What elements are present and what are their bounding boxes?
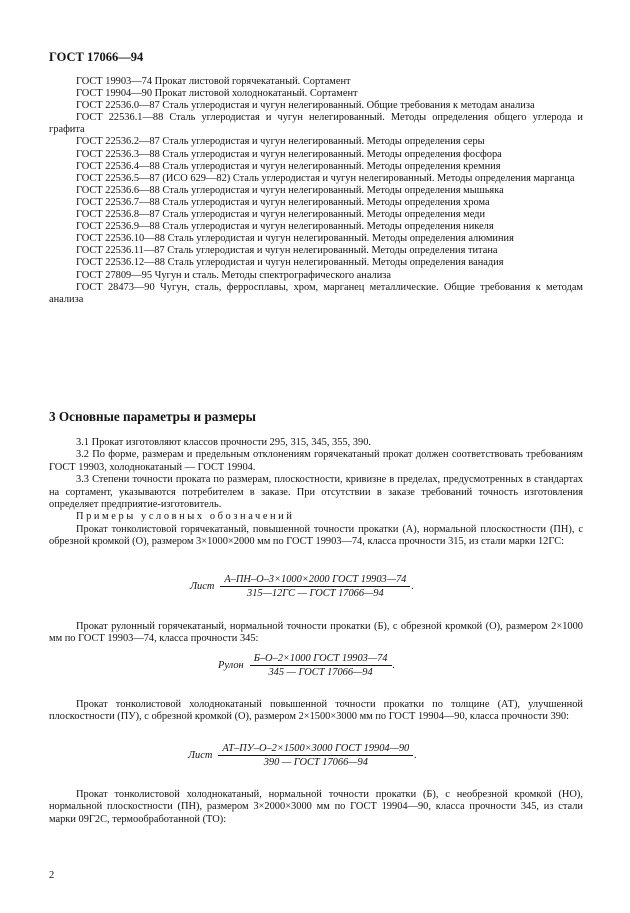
- example-3-text: Прокат тонколистовой холоднокатаный повышенной точности прокатки по толщине (АТ), улучшенной плоскостности (ПУ), с обрезной кромкой (О), размером 2×1500×3000 мм по ГОСТ 19904—90, класса прочности 390:: [49, 699, 583, 723]
- section-body-ex2: [49, 621, 583, 646]
- formula-numerator: Б–О–2×1000 ГОСТ 19903—74: [250, 653, 392, 666]
- formula-denominator: 345 — ГОСТ 17066—94: [268, 667, 373, 678]
- designation-formula-1: Лист $\frac{\text{А–ПН–О–3×1000×2000 ГОСТ 19903—74}}{\text{315—12ГС — ГОСТ 17066—94}}$ .: [190, 574, 414, 599]
- reference-item: ГОСТ 22536.2—87 Сталь углеродистая и чугун нелегированный. Методы определения серы: [76, 136, 485, 148]
- paragraph-3-3: 3.3 Степени точности проката по размерам, плоскостности, кривизне в пределах, предусмотренных в стандартах на сортамент, указываются потребителем в заказе. При отсутствии в заказе требований точность изготовления определяет предприятие-изготовитель.: [49, 474, 583, 511]
- reference-item: ГОСТ 19904—90 Прокат листовой холоднокатаный. Сортамент: [76, 88, 358, 100]
- reference-item: ГОСТ 22536.9—88 Сталь углеродистая и чугун нелегированный. Методы определения никеля: [76, 221, 494, 233]
- reference-item: ГОСТ 19903—74 Прокат листовой горячекатаный. Сортамент: [76, 76, 351, 87]
- formula-lead: Лист: [188, 750, 213, 761]
- reference-item: ГОСТ 22536.0—87 Сталь углеродистая и чугун нелегированный. Общие требования к методам анализа: [76, 100, 535, 112]
- normative-references-list: [49, 76, 583, 306]
- reference-item: ГОСТ 22536.7—88 Сталь углеродистая и чугун нелегированный. Методы определения хрома: [76, 196, 490, 208]
- formula-denominator: 315—12ГС — ГОСТ 17066—94: [247, 588, 384, 599]
- reference-item: ГОСТ 22536.4—88 Сталь углеродистая и чугун нелегированный. Методы определения кремния: [76, 160, 501, 172]
- examples-heading: Примеры условных обозначений: [76, 511, 295, 523]
- formula-lead: Лист: [190, 581, 215, 592]
- formula-denominator: 390 — ГОСТ 17066—94: [263, 757, 368, 768]
- section-body-ex3: [49, 699, 583, 724]
- reference-item: ГОСТ 22536.12—88 Сталь углеродистая и чугун нелегированный. Методы определения ванадия: [76, 257, 504, 269]
- reference-item: ГОСТ 22536.3—88 Сталь углеродистая и чугун нелегированный. Методы определения фосфора: [76, 148, 502, 160]
- section-body-top: [49, 437, 583, 549]
- formula-numerator: А–ПН–О–3×1000×2000 ГОСТ 19903—74: [220, 574, 410, 587]
- reference-item: ГОСТ 27809—95 Чугун и сталь. Методы спектрографического анализа: [76, 269, 391, 281]
- formula-lead: Рулон: [218, 660, 244, 671]
- reference-item: ГОСТ 28473—90 Чугун, сталь, ферросплавы, хром, марганец металлические. Общие требования к методам анализа: [49, 281, 583, 305]
- designation-formula-2: Рулон $\frac{\text{Б–О–2×1000 ГОСТ 19903—74}}{\text{345 — ГОСТ 17066—94}}$ .: [218, 653, 396, 678]
- reference-item: ГОСТ 22536.5—87 (ИСО 629—82) Сталь углеродистая и чугун нелегированный. Методы определения марганца: [76, 172, 575, 184]
- section-body-ex4: [49, 789, 583, 826]
- section-title: 3 Основные параметры и размеры: [49, 409, 256, 424]
- formula-numerator: АТ–ПУ–О–2×1500×3000 ГОСТ 19904—90: [218, 743, 413, 756]
- page-header: ГОСТ 17066—94: [49, 50, 144, 64]
- page-number: 2: [49, 870, 55, 881]
- reference-item: ГОСТ 22536.1—88 Сталь углеродистая и чугун нелегированный. Методы определения общего углерода и графита: [49, 112, 583, 136]
- example-2-text: Прокат рулонный горячекатаный, нормальной точности прокатки (Б), с обрезной кромкой (О), размером 2×1000 мм по ГОСТ 19903—74, класса прочности 345:: [49, 621, 583, 645]
- reference-item: ГОСТ 22536.8—87 Сталь углеродистая и чугун нелегированный. Методы определения меди: [76, 209, 486, 221]
- reference-item: ГОСТ 22536.6—88 Сталь углеродистая и чугун нелегированный. Методы определения мышьяка: [76, 184, 504, 196]
- paragraph-3-2: 3.2 По форме, размерам и предельным отклонениям горячекатаный прокат должен соответствовать требованиям ГОСТ 19903, холоднокатаный — ГОСТ 19904.: [49, 449, 583, 473]
- designation-formula-3: Лист $\frac{\text{АТ–ПУ–О–2×1500×3000 ГОСТ 19904—90}}{\text{390 — ГОСТ 17066—94}}$ .: [188, 743, 417, 768]
- reference-item: ГОСТ 22536.11—87 Сталь углеродистая и чугун нелегированный. Методы определения титана: [76, 245, 498, 257]
- paragraph-3-1: 3.1 Прокат изготовляют классов прочности 295, 315, 345, 355, 390.: [76, 437, 371, 448]
- example-1-text: Прокат тонколистовой горячекатаный, повышенной точности прокатки (А), нормальной плоскостности (ПН), с обрезной кромкой (О), размером 3×1000×2000 мм по ГОСТ 19903—74, класса прочности 315, из стали марки 12ГС:: [49, 523, 583, 548]
- example-4-text: Прокат тонколистовой холоднокатаный, нормальной точности прокатки (Б), с необрезной кромкой (НО), нормальной плоскостности (ПН), размером 3×2000×3000 мм по ГОСТ 19904—90, класса прочности 345, из стали марки 09Г2С, термообработанной (ТО):: [49, 789, 583, 825]
- reference-item: ГОСТ 22536.10—88 Сталь углеродистая и чугун нелегированный. Методы определения алюминия: [76, 233, 514, 245]
